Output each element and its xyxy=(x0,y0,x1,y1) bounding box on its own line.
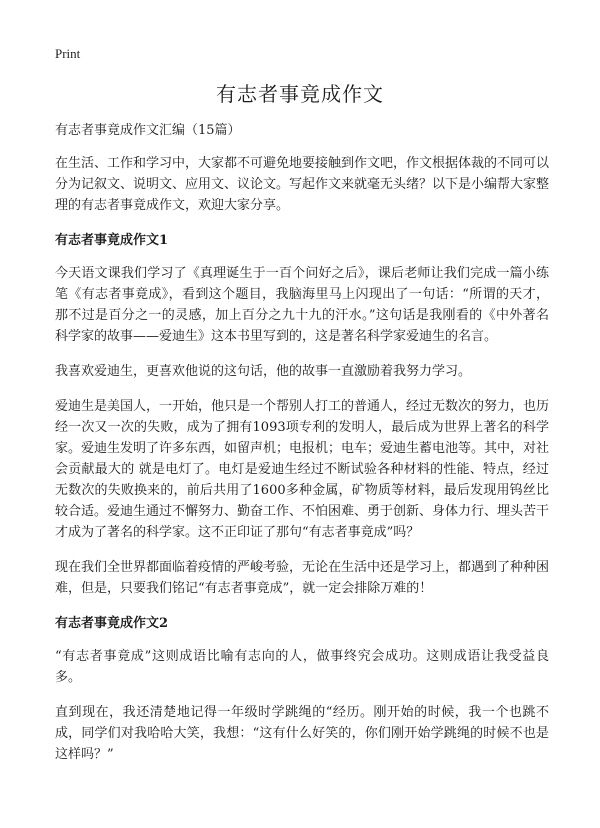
document-body xyxy=(55,120,549,779)
print-link[interactable]: Print xyxy=(55,46,81,61)
section-heading: 有志者事竟成作文1 xyxy=(55,233,169,248)
paragraph: 今天语文课我们学习了《真理诞生于一百个问好之后》，课后老师让我们完成一篇小练笔《有志者事竟成》，看到这个题目，我脑海里马上闪现出了一句话：“所谓的天才，那不过是百分之一的灵感，加上百分之九十九的汗水。”这句话是我刚看的《中外著名科学家的故事——爱迪生》这本书里写到的，这是著名科学家爱迪生的名言。 xyxy=(55,266,549,344)
section-heading: 有志者事竟成作文2 xyxy=(55,616,169,631)
document-subtitle: 有志者事竟成作文汇编（15篇） xyxy=(55,123,241,138)
page-title: 有志者事竟成作文 xyxy=(216,82,384,106)
paragraph: 爱迪生是美国人，一开始，他只是一个帮别人打工的普通人，经过无数次的努力，也历经一次又一次的失败，成为了拥有1093项专利的发明人，最后成为世界上著名的科学家。爱迪生发明了许多东西，如留声机；电报机；电车；爱迪生蓄电池等。其中，对社会贡献最大的 就是电灯了。电灯是爱迪生经过不断试验各种材料的性能、特点，经过无数次的失败换来的，前后共用了1600多种金属，矿物质等材料，最后发现用钨丝比较合适。爱迪生通过不懈努力、勤奋工作、不怕困难、勇于创新、身体力行、埋头苦干才成为了著名的科学家。这不正印证了那句“有志者事竟成”吗？ xyxy=(55,399,550,540)
paragraph: 现在我们全世界都面临着疫情的严峻考验，无论在生活中还是学习上，都遇到了种种困难，但是，只要我们铭记“有志者事竟成”，就一定会排除万难的！ xyxy=(55,560,550,596)
paragraph: 我喜欢爱迪生，更喜欢他说的这句话，他的故事一直激励着我努力学习。 xyxy=(55,364,472,379)
paragraph: 直到现在，我还清楚地记得一年级时学跳绳的“经历。刚开始的时候，我一个也跳不成，同学们对我哈哈大笑，我想：“这有什么好笑的，你们刚开始学跳绳的时候不也是这样吗？” xyxy=(55,705,549,762)
paragraph: “有志者事竟成”这则成语比喻有志向的人，做事终究会成功。这则成语让我受益良多。 xyxy=(55,649,549,685)
intro-paragraph: 在生活、工作和学习中，大家都不可避免地要接触到作文吧，作文根据体裁的不同可以分为记叙文、说明文、应用文、议论文。写起作文来就毫无头绪？以下是小编帮大家整理的有志者事竟成作文，欢迎大家分享。 xyxy=(55,156,550,213)
